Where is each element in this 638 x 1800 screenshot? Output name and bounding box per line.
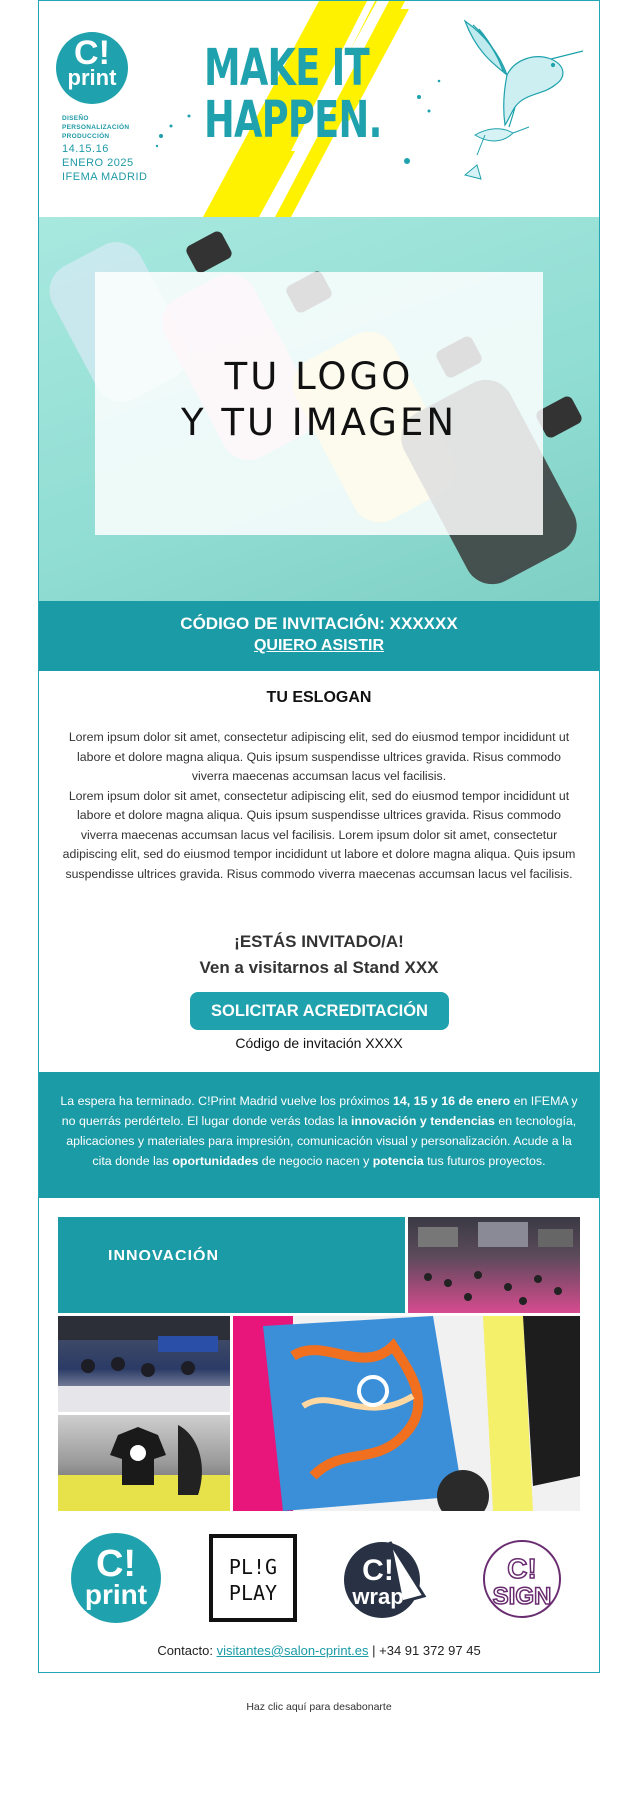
plugplay-brand-line1: PL!G (228, 1555, 278, 1579)
unsubscribe-link[interactable]: Haz clic aquí para desabonarte (246, 1701, 392, 1713)
contact-email-link[interactable]: visitantes@salon-cprint.es (216, 1643, 369, 1658)
logo-line1: C! (74, 34, 110, 72)
cwrap-brand-line1: C! (362, 1554, 394, 1587)
headline-line2: HAPPEN. (204, 91, 382, 150)
paragraph-1: Lorem ipsum dolor sit amet, consectetur adipiscing elit, sed do eiusmod tempor incididunt ut labore et dolore magna aliqua. Quis ipsum suspendisse ultrices gravida. Risus commodo viverra maecenas accumsan lacus vel facilisis. (68, 730, 570, 783)
invited-heading (39, 929, 599, 981)
email-container (38, 0, 600, 1673)
placeholder-line1: TU LOGO (224, 355, 414, 398)
body-text (59, 728, 579, 884)
promo-text-5: tus futuros proyectos. (423, 1154, 546, 1168)
crowd-illustration (408, 1217, 580, 1313)
logo-line2: print (67, 65, 117, 90)
contact-phone: | +34 91 372 97 45 (368, 1643, 481, 1658)
placeholder-line2: Y TU IMAGEN (180, 401, 458, 444)
bottle-cap (184, 229, 233, 274)
tagline-design: DISEÑO (62, 115, 89, 122)
cprint-brand-logo (70, 1532, 162, 1624)
cprint-logo (56, 32, 128, 104)
tagline-production: PRODUCCIÓN (62, 133, 110, 140)
tagline (62, 114, 129, 141)
tshirt-illustration (58, 1415, 230, 1511)
promo-text-1: La espera ha terminado. C!Print Madrid vuelve los próximos (60, 1094, 394, 1108)
headline (204, 39, 382, 150)
artwork-illustration (233, 1316, 580, 1511)
hero-banner (39, 217, 599, 601)
csign-brand-logo (479, 1536, 565, 1622)
cwrap-brand-logo (342, 1536, 428, 1622)
dates-days: 14.15.16 (62, 143, 109, 155)
cprint-brand-line1: C! (95, 1543, 137, 1585)
contact-label: Contacto: (157, 1643, 217, 1658)
workshop-photo (58, 1316, 230, 1412)
cta-invitation-code: Código de invitación XXXX (235, 1035, 403, 1051)
promo-bold-opportunities: oportunidades (172, 1154, 259, 1168)
invitation-code: CÓDIGO DE INVITACIÓN: XXXXXX (180, 614, 458, 633)
invitation-bar (39, 601, 599, 671)
invited-line1: ¡ESTÁS INVITADO/A! (234, 932, 404, 951)
contact-line (39, 1643, 599, 1658)
slogan: TU ESLOGAN (266, 689, 372, 706)
csign-brand-line1: C! (507, 1553, 537, 1584)
exhibition-hall-photo (408, 1217, 580, 1313)
cprint-brand-line2: print (84, 1579, 148, 1610)
dates-month: ENERO 2025 (62, 157, 134, 169)
print-artwork-photo (233, 1316, 580, 1511)
paragraph-2: Lorem ipsum dolor sit amet, consectetur adipiscing elit, sed do eiusmod tempor incididunt ut labore et dolore magna aliqua. Quis ipsum suspendisse ultrices gravida. Risus commodo viverra maecenas accumsan lacus vel facilisis. Lorem ipsum dolor sit amet, consectetur adipiscing elit, sed do eiusmod tempor incididunt ut labore et dolore magna aliqua. Quis ipsum suspendisse ultrices gravida. Risus commodo viverra maecenas accumsan lacus vel facilisis. (62, 788, 576, 881)
plugplay-brand-line2: PLAY (228, 1581, 278, 1605)
invited-line2: Ven a visitarnos al Stand XXX (199, 958, 439, 977)
hummingbird-icon (455, 15, 591, 195)
promo-bold-boost: potencia (372, 1154, 424, 1168)
csign-brand-line2: SIGN (492, 1583, 552, 1610)
promo-text-4: de negocio nacen y (258, 1154, 373, 1168)
promo-bold-dates: 14, 15 y 16 de enero (393, 1094, 511, 1108)
event-dates (62, 142, 147, 184)
promo-text-2: en IFEMA y no querrás perdértelo. El lugar donde verás todas la (61, 1094, 578, 1128)
innovation-tile (58, 1217, 405, 1313)
promo-text (59, 1091, 579, 1171)
header (39, 1, 599, 217)
request-accreditation-button[interactable]: SOLICITAR ACREDITACIÓN (190, 992, 449, 1030)
promo-text-3: en tecnología, aplicaciones y materiales para impresión, comunicación visual y personalización. Acude a la cita donde las (66, 1114, 577, 1168)
innovation-heading: INNOVACIÓN (108, 1248, 220, 1260)
logo-placeholder (95, 272, 543, 535)
tagline-personalization: PERSONALIZACIÓN (62, 124, 130, 131)
promo-block (39, 1072, 599, 1198)
attend-link[interactable]: QUIERO ASISTIR (253, 637, 385, 654)
cwrap-brand-line2: wrap (352, 1584, 404, 1609)
tshirt-printing-photo (58, 1415, 230, 1511)
plugplay-brand-logo (209, 1534, 297, 1622)
workshop-illustration (58, 1316, 230, 1412)
dates-venue: IFEMA MADRID (62, 171, 148, 183)
promo-bold-innovation: innovación y tendencias (351, 1114, 495, 1128)
headline-line1: MAKE IT (204, 39, 369, 98)
